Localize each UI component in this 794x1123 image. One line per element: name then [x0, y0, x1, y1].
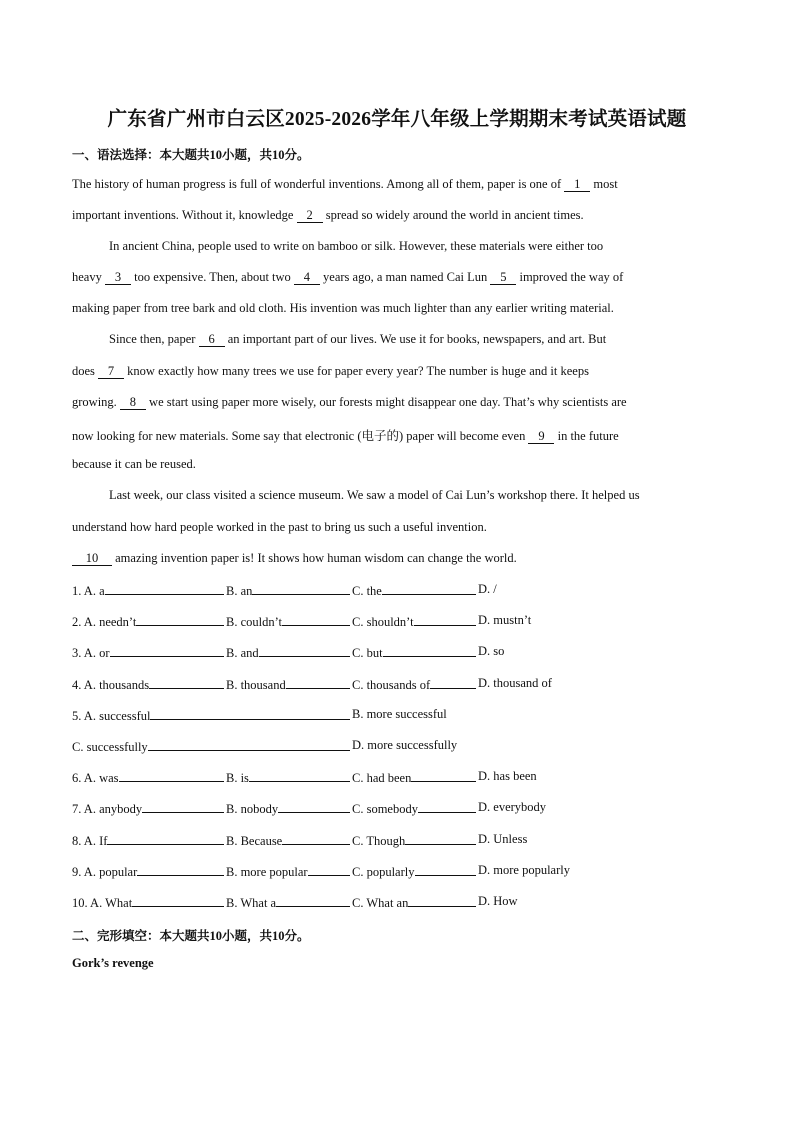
passage-line: heavy 3 too expensive. Then, about two 4 years ago, a man named Cai Lun 5 improved the way of [72, 270, 624, 284]
option-a: 3. A. or [72, 644, 224, 661]
answer-line [107, 832, 224, 845]
blank-9: 9 [528, 430, 554, 444]
option-a: 8. A. If [72, 832, 224, 849]
answer-line [405, 832, 476, 845]
passage-line: Last week, our class visited a science museum. We saw a model of Cai Lun’s workshop there. It helped us [109, 488, 640, 502]
answer-line [119, 769, 224, 782]
option-b: B. couldn’t [226, 613, 350, 630]
answer-line [278, 800, 350, 813]
blank-2: 2 [297, 209, 323, 223]
answer-line [282, 613, 350, 626]
option-c: C. somebody [352, 800, 476, 817]
option-b: B. more successful [352, 707, 447, 721]
option-d: D. Unless [478, 832, 528, 846]
blank-3: 3 [105, 271, 131, 285]
blank-10: 10 [72, 552, 112, 566]
option-d: D. more successfully [352, 738, 458, 752]
option-b: B. and [226, 644, 350, 661]
blank-5: 5 [490, 271, 516, 285]
passage-line: making paper from tree bark and old cloth. His invention was much lighter than any earlier writing material. [72, 301, 614, 315]
option-b: B. more popular [226, 863, 350, 880]
answer-line [149, 676, 224, 689]
option-d: D. thousand of [478, 676, 552, 690]
option-d: D. so [478, 644, 505, 658]
answer-line [142, 800, 224, 813]
passage-line: understand how hard people worked in the past to bring us such a useful invention. [72, 520, 487, 534]
option-d: D. has been [478, 769, 537, 783]
option-a: 6. A. was [72, 769, 224, 786]
answer-line [418, 800, 476, 813]
answer-line [308, 863, 350, 876]
answer-line [136, 613, 224, 626]
option-a: 10. A. What [72, 894, 224, 911]
option-c: C. popularly [352, 863, 476, 880]
answer-line [276, 894, 350, 907]
answer-line [382, 582, 476, 595]
answer-line [105, 582, 224, 595]
answer-line [430, 676, 476, 689]
answer-line [150, 707, 350, 720]
option-c: C. shouldn’t [352, 613, 476, 630]
passage-line: In ancient China, people used to write on bamboo or silk. However, these materials were either too [109, 239, 604, 253]
passage-line: because it can be reused. [72, 457, 196, 471]
passage-line: The history of human progress is full of wonderful inventions. Among all of them, paper is one of 1 most [72, 177, 618, 191]
option-c: C. but [352, 644, 476, 661]
option-a: 5. A. successful [72, 707, 350, 724]
option-b: B. an [226, 582, 350, 599]
option-c: C. the [352, 582, 476, 599]
answer-line [148, 738, 350, 751]
answer-line [408, 894, 476, 907]
option-d: D. mustn’t [478, 613, 532, 627]
passage-line: Since then, paper 6 an important part of our lives. We use it for books, newspapers, and art. But [109, 332, 607, 346]
blank-6: 6 [199, 333, 225, 347]
answer-line [132, 894, 224, 907]
section-1-heading: 一、语法选择：本大题共10小题，共10分。 [72, 148, 310, 162]
section-2-subtitle: Gork’s revenge [72, 956, 154, 970]
answer-line [411, 769, 476, 782]
option-b: B. is [226, 769, 350, 786]
passage-line: growing. 8 we start using paper more wisely, our forests might disappear one day. That’s why scientists are [72, 395, 627, 409]
option-a: 7. A. anybody [72, 800, 224, 817]
option-c: C. What an [352, 894, 476, 911]
option-a: 1. A. a [72, 582, 224, 599]
option-a: 2. A. needn’t [72, 613, 224, 630]
passage-line: 10 amazing invention paper is! It shows how human wisdom can change the world. [72, 551, 517, 566]
answer-line [252, 582, 350, 595]
option-c: C. had been [352, 769, 476, 786]
option-b: B. What a [226, 894, 350, 911]
passage-line: now looking for new materials. Some say that electronic (电子的) paper will become even 9 in the future [72, 429, 619, 443]
option-b: B. nobody [226, 800, 350, 817]
blank-4: 4 [294, 271, 320, 285]
option-c: C. successfully [72, 738, 350, 755]
option-d: D. more popularly [478, 863, 570, 877]
page-title: 广东省广州市白云区2025-2026学年八年级上学期期末考试英语试题 [107, 109, 687, 130]
option-d: D. everybody [478, 800, 547, 814]
option-b: B. thousand [226, 676, 350, 693]
answer-line [110, 644, 225, 657]
option-b: B. Because [226, 832, 350, 849]
blank-8: 8 [120, 396, 146, 410]
answer-line [415, 863, 477, 876]
option-d: D. / [478, 582, 497, 596]
option-d: D. How [478, 894, 518, 908]
answer-line [282, 832, 350, 845]
option-a: 9. A. popular [72, 863, 224, 880]
answer-line [259, 644, 350, 657]
passage-line: does 7 know exactly how many trees we use for paper every year? The number is huge and it keeps [72, 364, 589, 378]
passage-line: important inventions. Without it, knowledge 2 spread so widely around the world in ancient times. [72, 208, 584, 222]
option-c: C. Though [352, 832, 476, 849]
answer-line [414, 613, 476, 626]
option-c: C. thousands of [352, 676, 476, 693]
answer-line [137, 863, 224, 876]
blank-1: 1 [564, 178, 590, 192]
option-a: 4. A. thousands [72, 676, 224, 693]
blank-7: 7 [98, 365, 124, 379]
answer-line [249, 769, 350, 782]
section-2-heading: 二、完形填空：本大题共10小题，共10分。 [72, 929, 310, 943]
answer-line [286, 676, 350, 689]
answer-line [383, 644, 476, 657]
